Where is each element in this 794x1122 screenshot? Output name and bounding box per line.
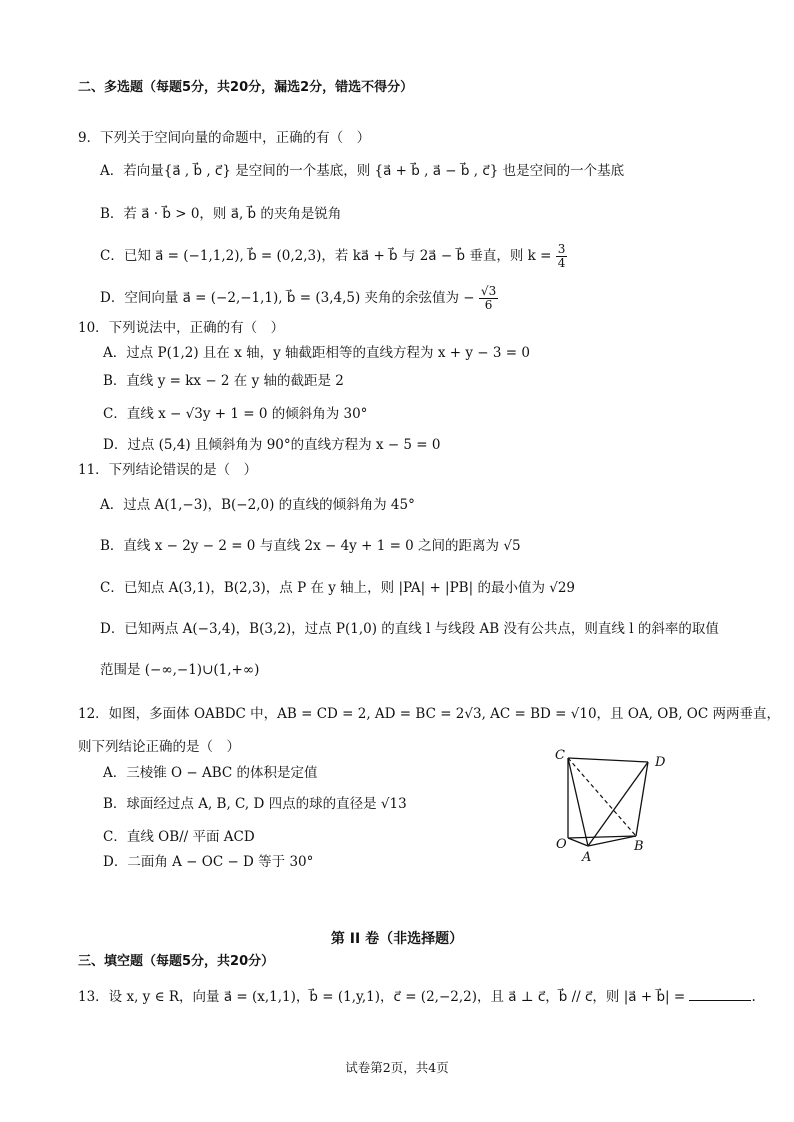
label-a: A	[582, 850, 592, 865]
label-d: D	[655, 755, 666, 770]
question-11-stem: 11．下列结论错误的是（ ）	[78, 462, 258, 478]
question-12-option-c: C．直线 OB// 平面 ACD	[103, 829, 255, 845]
question-10-option-c: C．直线 x − √3y + 1 = 0 的倾斜角为 30°	[103, 406, 368, 422]
question-12-option-b: B．球面经过点 A, B, C, D 四点的球的直径是 √13	[103, 796, 407, 812]
question-12-option-a: A．三棱锥 O − ABC 的体积是定值	[103, 765, 318, 781]
edge-bc-dashed	[568, 758, 636, 836]
question-11-option-d-continued: 范围是 (−∞,−1)∪(1,+∞)	[100, 662, 260, 678]
question-12-stem-continued: 则下列结论正确的是（ ）	[78, 739, 240, 755]
question-11-option-a: A．过点 A(1,−3)，B(−2,0) 的直线的倾斜角为 45°	[100, 497, 415, 513]
question-10-option-a: A．过点 P(1,2) 且在 x 轴，y 轴截距相等的直线方程为 x + y − 3 = 0	[103, 345, 530, 361]
fraction-three-quarters	[556, 243, 568, 270]
question-10-stem: 10．下列说法中，正确的有（ ）	[78, 320, 285, 336]
question-11-option-b: B．直线 x − 2y − 2 = 0 与直线 2x − 4y + 1 = 0 之间的距离为 √5	[100, 538, 521, 554]
fraction-numerator: 3	[557, 242, 566, 256]
label-c: C	[555, 748, 565, 763]
page-footer: 试卷第2页，共4页	[345, 1060, 449, 1075]
label-b: B	[634, 839, 644, 854]
question-9-option-d	[100, 285, 498, 312]
section-heading-multiple-choice: 二、多选题（每题5分，共20分，漏选2分，错选不得分）	[78, 80, 414, 95]
edge-bd	[636, 762, 648, 836]
answer-blank[interactable]	[689, 986, 751, 1001]
question-13-text: 13．设 x, y ∈ R，向量 a⃗ = (x,1,1)，b⃗ = (1,y,1)，c⃗ = (2,−2,2)，且 a⃗ ⊥ c⃗，b⃗ // c⃗，则 |a⃗ + b⃗| =	[78, 989, 686, 1005]
question-9-option-c	[100, 243, 567, 270]
question-9-option-d-text: D．空间向量 a⃗ = (−2,−1,1), b⃗ = (3,4,5) 夹角的余弦值为 −	[100, 290, 475, 306]
question-12-option-d: D．二面角 A − OC − D 等于 30°	[103, 854, 314, 870]
question-9-stem: 9．下列关于空间向量的命题中，正确的有（ ）	[78, 130, 371, 146]
question-10-option-d: D．过点 (5,4) 且倾斜角为 90°的直线方程为 x − 5 = 0	[103, 437, 441, 453]
fraction-denominator: 6	[484, 298, 493, 312]
edge-oa	[568, 838, 588, 846]
question-13	[78, 986, 756, 1007]
question-9-option-c-text: C．已知 a⃗ = (−1,1,2), b⃗ = (0,2,3)，若 ka⃗ + b⃗ 与 2a⃗ − b⃗ 垂直，则 k =	[100, 248, 552, 264]
question-13-end: .	[751, 989, 756, 1005]
edge-ac	[568, 758, 588, 846]
edge-ad	[588, 762, 648, 846]
question-10-option-b: B．直线 y = kx − 2 在 y 轴的截距是 2	[103, 373, 344, 389]
fraction-root3-over-6	[479, 285, 498, 312]
question-9-option-b: B．若 a⃗ · b⃗ > 0，则 a⃗, b⃗ 的夹角是锐角	[100, 206, 342, 222]
question-11-option-d: D．已知两点 A(−3,4)，B(3,2)，过点 P(1,0) 的直线 l 与线段 AB 没有公共点，则直线 l 的斜率的取值	[100, 621, 719, 637]
edge-cd	[568, 758, 648, 762]
section-heading-fill-in: 三、填空题（每题5分，共20分）	[78, 954, 275, 969]
fraction-numerator: √3	[480, 284, 497, 298]
question-11-option-c: C．已知点 A(3,1)，B(2,3)，点 P 在 y 轴上，则 |PA| + |PB| 的最小值为 √29	[100, 580, 576, 596]
polyhedron-figure	[548, 742, 688, 866]
label-o: O	[556, 837, 567, 852]
question-9-option-a: A．若向量{a⃗ , b⃗ , c⃗} 是空间的一个基底，则 {a⃗ + b⃗ , a⃗ − b⃗ , c⃗} 也是空间的一个基底	[100, 163, 625, 179]
question-12-stem: 12．如图，多面体 OABDC 中，AB = CD = 2, AD = BC = 2√3, AC = BD = √10，且 OA, OB, OC 两两垂直，	[78, 706, 780, 722]
fraction-denominator: 4	[557, 256, 566, 270]
part-2-title: 第 II 卷（非选择题）	[330, 931, 464, 947]
